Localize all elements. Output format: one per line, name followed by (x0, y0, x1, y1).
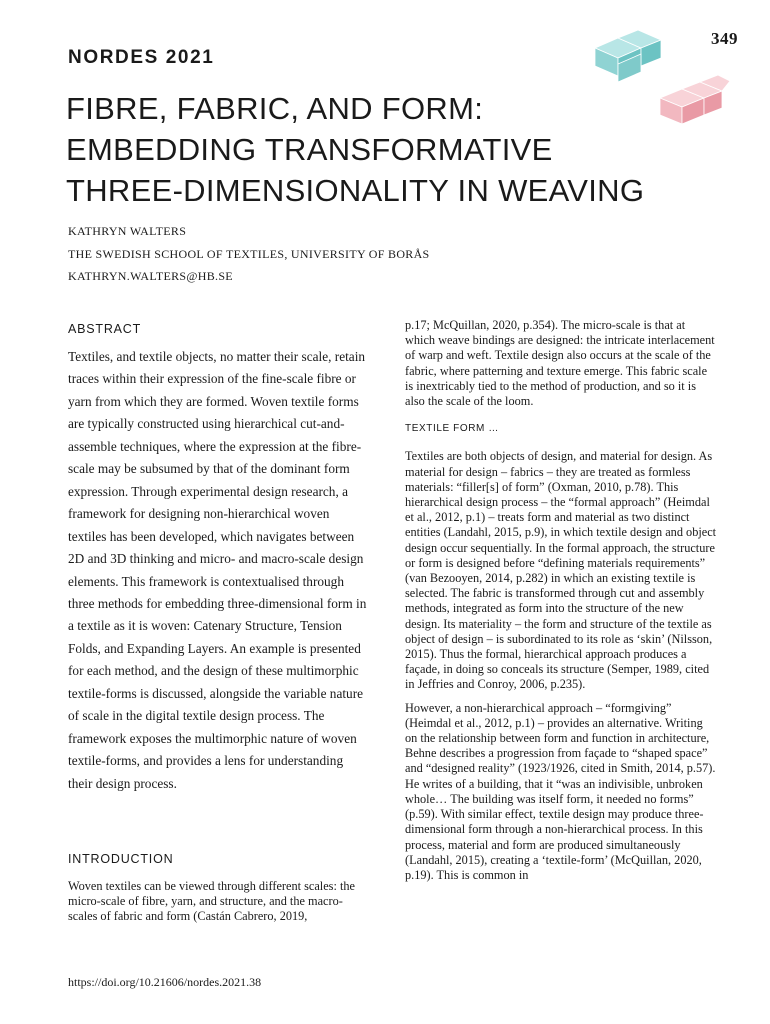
author-name: KATHRYN WALTERS (68, 224, 187, 238)
textile-form-heading: TEXTILE FORM … (405, 423, 499, 435)
paragraph-formgiving: However, a non-hierarchical approach – “formgiving” (Heimdal et al., 2012, p.1) – provides an alternative. Writing on the relationship between form and function in architecture, Behne describes a progression from façade to “shaped space” and “designed reality” (1923/1926, cited in Smith, 2014, p.57). He writes of a building, that it “was an indivisible, unbroken whole… The building was itself form, it needed no forms” (p.59). With similar effect, textile design may produce three-dimensional form through a non-hierarchical process. In this process, material and form are produced simultaneously (Landahl, 2015), creating a ‘textile-form’ (McQuillan, 2020, p.19). This is common in (405, 700, 716, 882)
paragraph-formal-approach: Textiles are both objects of design, and material for design. As material for design – fabrics – they are treated as formless materials: “filler[s] of form” (Oxman, 2010, p.78). This hierarchical design process – the “formal approach” (Heimdal et al., 2012, p.1) – treats form and material as two distinct entities (Landahl, 2015, p.9), in which textile design and object design occur sequentially. In the formal approach, the structure or form is designed before “defining materials requirements” (van Bezooyen, 2014, p.282) in which an existing textile is selected. The fabric is transformed through cut and assembly methods, integrated as form into the structure of the new design. Its materiality – the form and structure of the textile as object of design – is subordinated to its role as ‘skin’ (Nilsson, 2015). Thus the formal, hierarchical approach produces a façade, in doing so conceals its structure (Semper, 1989, cited in Jeffries and Conroy, 2006, p.235). (405, 449, 717, 692)
paper-title (66, 88, 706, 211)
abstract-heading: ABSTRACT (68, 322, 142, 336)
author-email[interactable]: KATHRYN.WALTERS@HB.SE (68, 269, 233, 283)
title-line-3: THREE-DIMENSIONALITY IN WEAVING (66, 173, 645, 208)
abstract-text: Textiles, and textile objects, no matter their scale, retain traces within their expression of the fine-scale fibre or yarn from which they are formed. Woven textile forms are typically constructed using hierarchical cut-and-assemble techniques, where the expression at the fibre-scale may be subsumed by that of the dominant form expression. Through experimental design research, a framework for designing non-hierarchical woven textiles has been developed, which navigates between 2D and 3D thinking and micro- and macro-scale design elements. This framework is contextualised through three methods for embedding three-dimensional form in a textile as it is woven: Catenary Structure, Tension Folds, and Expanding Layers. An example is presented for each method, and the design of these multimorphic textile-forms is discussed, alongside the variable nature of scale in the digital textile design process. The framework exposes the multimorphic nature of woven textile-forms, and provides a lens for understanding their design process. (68, 349, 367, 791)
introduction-text: Woven textiles can be viewed through different scales: the micro-scale of fibre, yarn, and structure, and the macro-scales of fabric and form (Castán Cabrero, 2019, (68, 879, 355, 924)
teal-cubes-icon (595, 30, 661, 82)
author-affiliation: THE SWEDISH SCHOOL OF TEXTILES, UNIVERSITY OF BORÅS (68, 247, 430, 261)
introduction-heading: INTRODUCTION (68, 852, 174, 866)
page-number: 349 (711, 29, 738, 48)
doi-link[interactable]: https://doi.org/10.21606/nordes.2021.38 (68, 975, 262, 989)
paragraph-scales: p.17; McQuillan, 2020, p.354). The micro-scale is that at which weave bindings are designed: the intricate interlacement of warp and weft. Textile design also occurs at the scale of the fabric, where patterning and texture emerge. This fabric scale is inextricably tied to the method of production, and so it is also the scale of the loom. (405, 318, 715, 409)
title-line-2: EMBEDDING TRANSFORMATIVE (66, 132, 553, 167)
title-line-1: FIBRE, FABRIC, AND FORM: (66, 91, 484, 126)
conference-name: NORDES 2021 (68, 47, 215, 68)
right-column (405, 318, 717, 891)
